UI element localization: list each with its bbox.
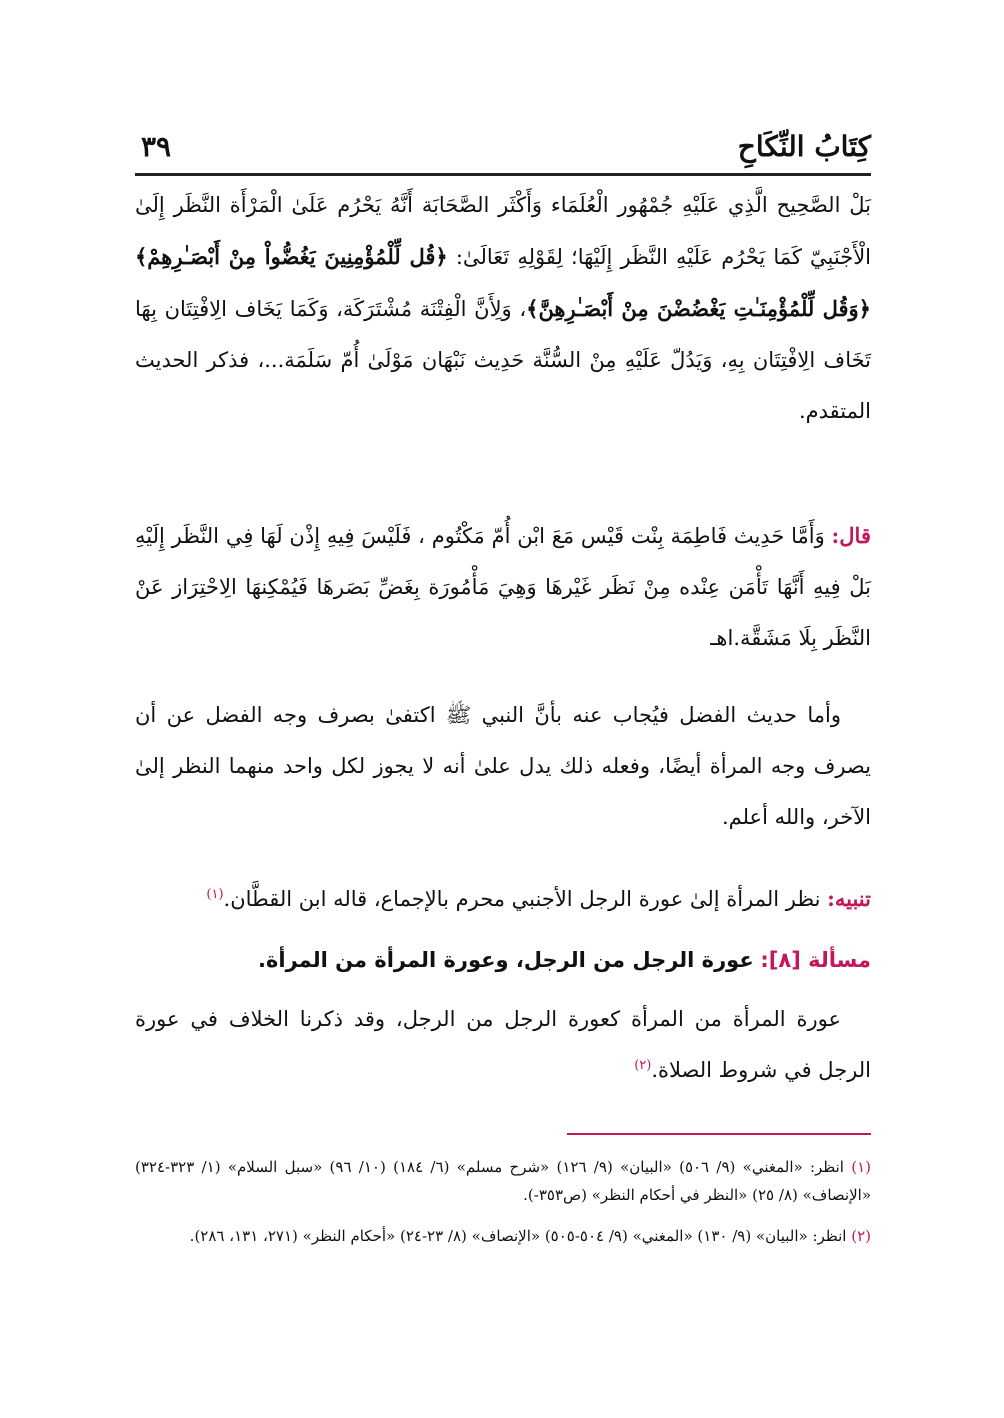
paragraph-4 — [135, 994, 871, 1096]
issue-title: عورة الرجل من الرجل، وعورة المرأة من المرأة. — [258, 948, 754, 972]
footnote-ref-2[interactable]: (٢) — [634, 1058, 652, 1073]
footnote-1-number: (١) — [851, 1158, 871, 1176]
note-paragraph — [135, 873, 871, 925]
page-number: ٣٩ — [141, 130, 172, 163]
footnote-1-text: انظر: «المغني» (٩/ ٥٠٦) «البيان» (٩/ ١٢٦) «شرح مسلم» (٦/ ١٨٤) (١٠/ ٩٦) «سبل السلام» (١/ ٣٢٣-٣٢٤) «الإنصاف» (٨/ ٢٥) «النظر في أحكام النظر» (ص٣٥٣-). — [135, 1158, 871, 1204]
quran-verse-1: ﴿قُل لِّلْمُؤْمِنِينَ يَغُضُّواْ مِنْ أَبْصَـٰرِهِمْ﴾ — [135, 244, 448, 269]
page-header — [135, 126, 871, 170]
footnote-2-number: (٢) — [851, 1227, 871, 1245]
footnote-1 — [135, 1153, 871, 1209]
paragraph-4-text: عورة المرأة من المرأة كعورة الرجل من الرجل، وقد ذكرنا الخلاف في عورة الرجل في شروط الصلاة. — [135, 1007, 871, 1082]
paragraph-3-text: وأما حديث الفضل فيُجاب عنه بأنَّ النبي ﷺ اكتفىٰ بصرف وجه الفضل عن أن يصرف وجه المرأة أيضًا، وفعله ذلك يدل علىٰ أنه لا يجوز لكل واحد منهما النظر إلىٰ الآخر، والله أعلم. — [135, 703, 871, 829]
issue-heading — [135, 935, 871, 986]
quran-verse-2: ﴿وَقُل لِّلْمُؤْمِنَـٰتِ يَغْضُضْنَ مِنْ أَبْصَـٰرِهِنَّ﴾ — [526, 296, 871, 321]
paragraph-3 — [135, 690, 871, 843]
paragraph-2 — [135, 510, 871, 664]
paragraph-2-text: وَأَمَّا حَدِيث فَاطِمَة بِنْت قَيْس مَعَ ابْن أُمّ مَكْتُوم ، فَلَيْسَ فِيهِ إِذْن لَهَا فِي النَّظَر إِلَيْهِ بَلْ فِيهِ أَنَّهَا تَأْمَن عِنْده مِنْ نَظَر غَيْرهَا وَهِيَ مَأْمُورَة بِغَضِّ بَصَرهَا فَيُمْكِنهَا الِاحْتِرَاز عَنْ النَّظَر بِلَا مَشَقَّة.اهـ — [135, 524, 871, 650]
paragraph-1 — [135, 180, 871, 437]
footnote-divider — [567, 1133, 871, 1135]
note-text: نظر المرأة إلىٰ عورة الرجل الأجنبي محرم بالإجماع، قاله ابن القطَّان. — [223, 887, 821, 911]
footnote-2 — [135, 1222, 871, 1250]
paragraph-1-text-b: ، وَلِأَنَّ الْفِتْنَة مُشْتَرَكَة، وَكَمَا يَخَاف الِافْتِتَان بِهَا تَخَاف الِافْتِتَان بِهِ، وَيَدُلّ عَلَيْهِ مِنْ السُّنَّة حَدِيث نَبْهَان مَوْلَىٰ أُمّ سَلَمَة...، فذكر الحديث المتقدم. — [135, 297, 871, 423]
book-page — [135, 0, 871, 1418]
qala-label: قال: — [831, 523, 871, 548]
issue-label: مسألة [٨]: — [760, 948, 871, 972]
footnote-2-text: انظر: «البيان» (٩/ ١٣٠) «المغني» (٩/ ٥٠٤-٥٠٥) «الإنصاف» (٨/ ٢٣-٢٤) «أحكام النظر» (٢٧١، ١٣١، ٢٨٦). — [189, 1227, 847, 1245]
book-title: كِتَابُ النِّكَاحِ — [737, 130, 871, 163]
note-label: تنبيه: — [827, 886, 871, 911]
paragraph-1-text-a: بَلْ الصَّحِيح الَّذِي عَلَيْهِ جُمْهُور الْعُلَمَاء وَأَكْثَر الصَّحَابَة أَنَّهُ يَحْرُم عَلَىٰ الْمَرْأَة النَّظَر إِلَىٰ الْأَجْنَبِيّ كَمَا يَحْرُم عَلَيْهِ النَّظَر إِلَيْهَا؛ لِقَوْلِهِ تَعَالَىٰ: — [135, 193, 872, 269]
header-divider — [135, 173, 871, 176]
footnote-ref-1[interactable]: (١) — [206, 887, 224, 902]
